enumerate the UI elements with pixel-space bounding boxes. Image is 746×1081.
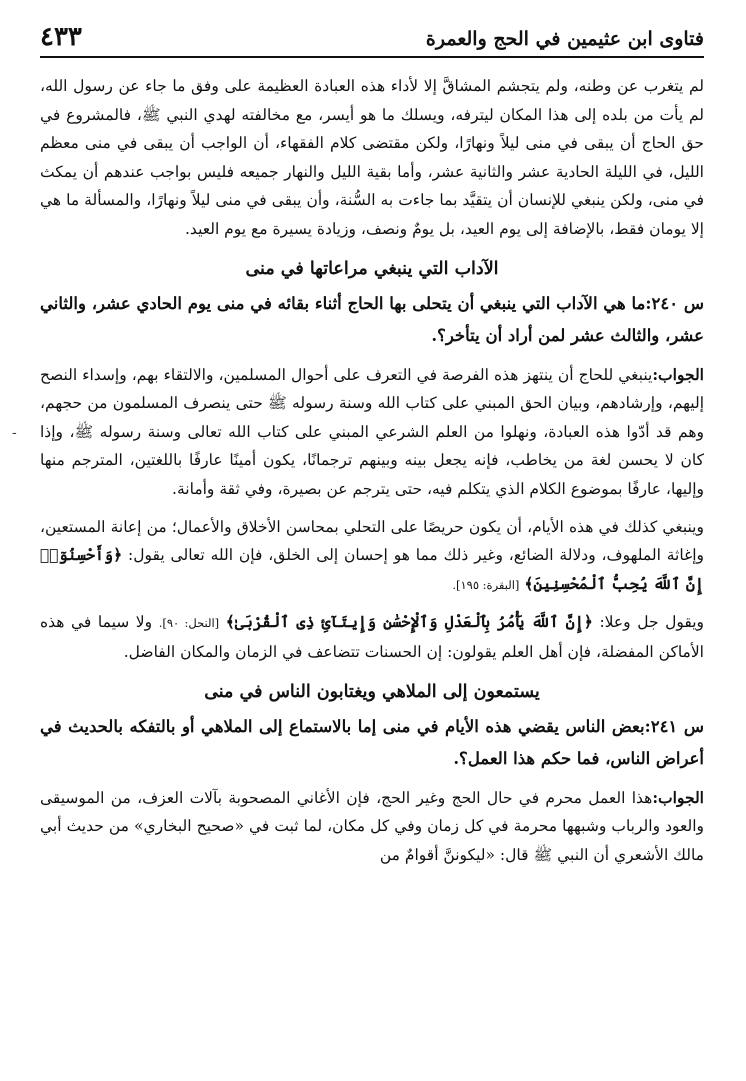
quran-verse: ﴿وَأَحْسِنُوٓا۟ إِنَّ ٱللَّهَ يُحِبُّ ٱلْمُحْسِنِينَ﴾ <box>40 545 704 593</box>
page-number: ٤٣٣ <box>40 22 82 52</box>
page-header <box>40 22 704 58</box>
answer-text: ينبغي للحاج أن ينتهز هذه الفرصة في التعرف على أحوال المسلمين، والالتقاء بهم، وإسداء النصح إليهم، وإرشادهم، وبيان الحق المبني على كتاب الله وسنة رسوله ﷺ حتى ينصرف المسلمون من حجهم، وهم قد أدّوا هذه العبادة، ونهلوا من العلم الشرعي المبني على كتاب الله تعالى وسنة رسوله ﷺ، وإذا كان لا يحسن لغة من يخاطب، فإنه يجعل بينه وبينهم ترجمانًا، يكون أمينًا عارفًا باللغتين، المترجم منها وإليها، عارفًا بموضوع الكلام الذي يتكلم فيه، حتى يترجم عن بصيرة، وفي ثقة وأمانة. <box>40 365 704 498</box>
paragraph-justice <box>40 608 704 666</box>
verse-reference: [النحل: ٩٠]. <box>158 616 220 631</box>
answer-label: الجواب: <box>652 364 704 384</box>
question-240: س ٢٤٠:ما هي الآداب التي ينبغي أن يتحلى بها الحاج أثناء بقائه في منى يوم الحادي عشر، والثاني عشر، والثالث عشر لمن أراد أن يتأخر؟. <box>40 293 704 345</box>
answer-text: هذا العمل محرم في حال الحج وغير الحج، فإن الأغاني المصحوبة بآلات العزف، من الموسيقى والعود والرباب وشبهها محرمة في كل زمان وفي كل مكان، لما ثبت في «صحيح البخاري» من حديث أبي مالك الأشعري أن النبي ﷺ قال: «ليكوننَّ أقوامٌ من <box>40 788 704 864</box>
answer-240 <box>40 361 704 504</box>
book-title: فتاوى ابن عثيمين في الحج والعمرة <box>425 28 704 50</box>
verse-reference: [البقرة: ١٩٥]. <box>452 577 520 592</box>
answer-241 <box>40 784 704 870</box>
paragraph-intro-text: ويقول جل وعلا: <box>599 613 705 632</box>
quran-verse: ﴿إِنَّ ٱللَّهَ يَأْمُرُ بِٱلْعَدْلِ وَٱلْإِحْسَٰنِ وَإِيتَآئِ ذِى ٱلْقُرْبَىٰ﴾ <box>225 612 593 632</box>
section-heading-amusements: يستمعون إلى الملاهي ويغتابون الناس في منى <box>204 681 540 702</box>
paragraph-intro: لم يتغرب عن وطنه، ولم يتجشم المشاقَّ إلا لأداء هذه العبادة العظيمة على وفق ما جاء عن رسول الله، لم يأت من بلده إلى هذا المكان ليترفه، ويسلك ما هو أيسر، مع مخالفته لهدي النبي ﷺ، فالمشروع في حق الحاج أن يبقى في منى ليلاً ونهارًا، ولكن مقتضى كلام الفقهاء، أن الواجب أن يبقى في منى معظم الليل، في الليلة الحادية عشر والثانية عشر، وأما بقية الليل والنهار جميعه فليس بواجب عندهم أن يمكث في منى، ولكن ينبغي للإنسان أن يتقيَّد بما جاءت به السُّنة، وأن يبقى في منى ليلاً ونهارًا، والمسألة ما هي إلا يومان فقط، بالإضافة إلى يوم العيد، بل يومٌ ونصف، وزيادة يسيرة مع يوم العيد. <box>40 77 704 238</box>
paragraph-text: ولا سيما في هذه الأماكن المفضلة، فإن أهل العلم يقولون: إن الحسنات تتضاعف في الزمان والمكان الفاضل. <box>40 613 704 661</box>
paragraph-good-manners <box>40 513 704 600</box>
section-heading-etiquette: الآداب التي ينبغي مراعاتها في منى <box>245 258 499 279</box>
margin-mark: - <box>12 425 17 441</box>
answer-label: الجواب: <box>652 787 704 807</box>
question-241: س ٢٤١:بعض الناس يقضي هذه الأيام في منى إما بالاستماع إلى الملاهي أو بالتفكه بالحديث في أعراض الناس، فما حكم هذا العمل؟. <box>40 716 704 768</box>
paragraph-text: وينبغي كذلك في هذه الأيام، أن يكون حريصًا على التحلي بمحاسن الأخلاق والأعمال؛ من إعانة المستعين، وإغاثة الملهوف، ودلالة الضائع، وغير ذلك مما هو إحسان إلى الخلق، فإن الله تعالى يقول: <box>40 517 704 565</box>
